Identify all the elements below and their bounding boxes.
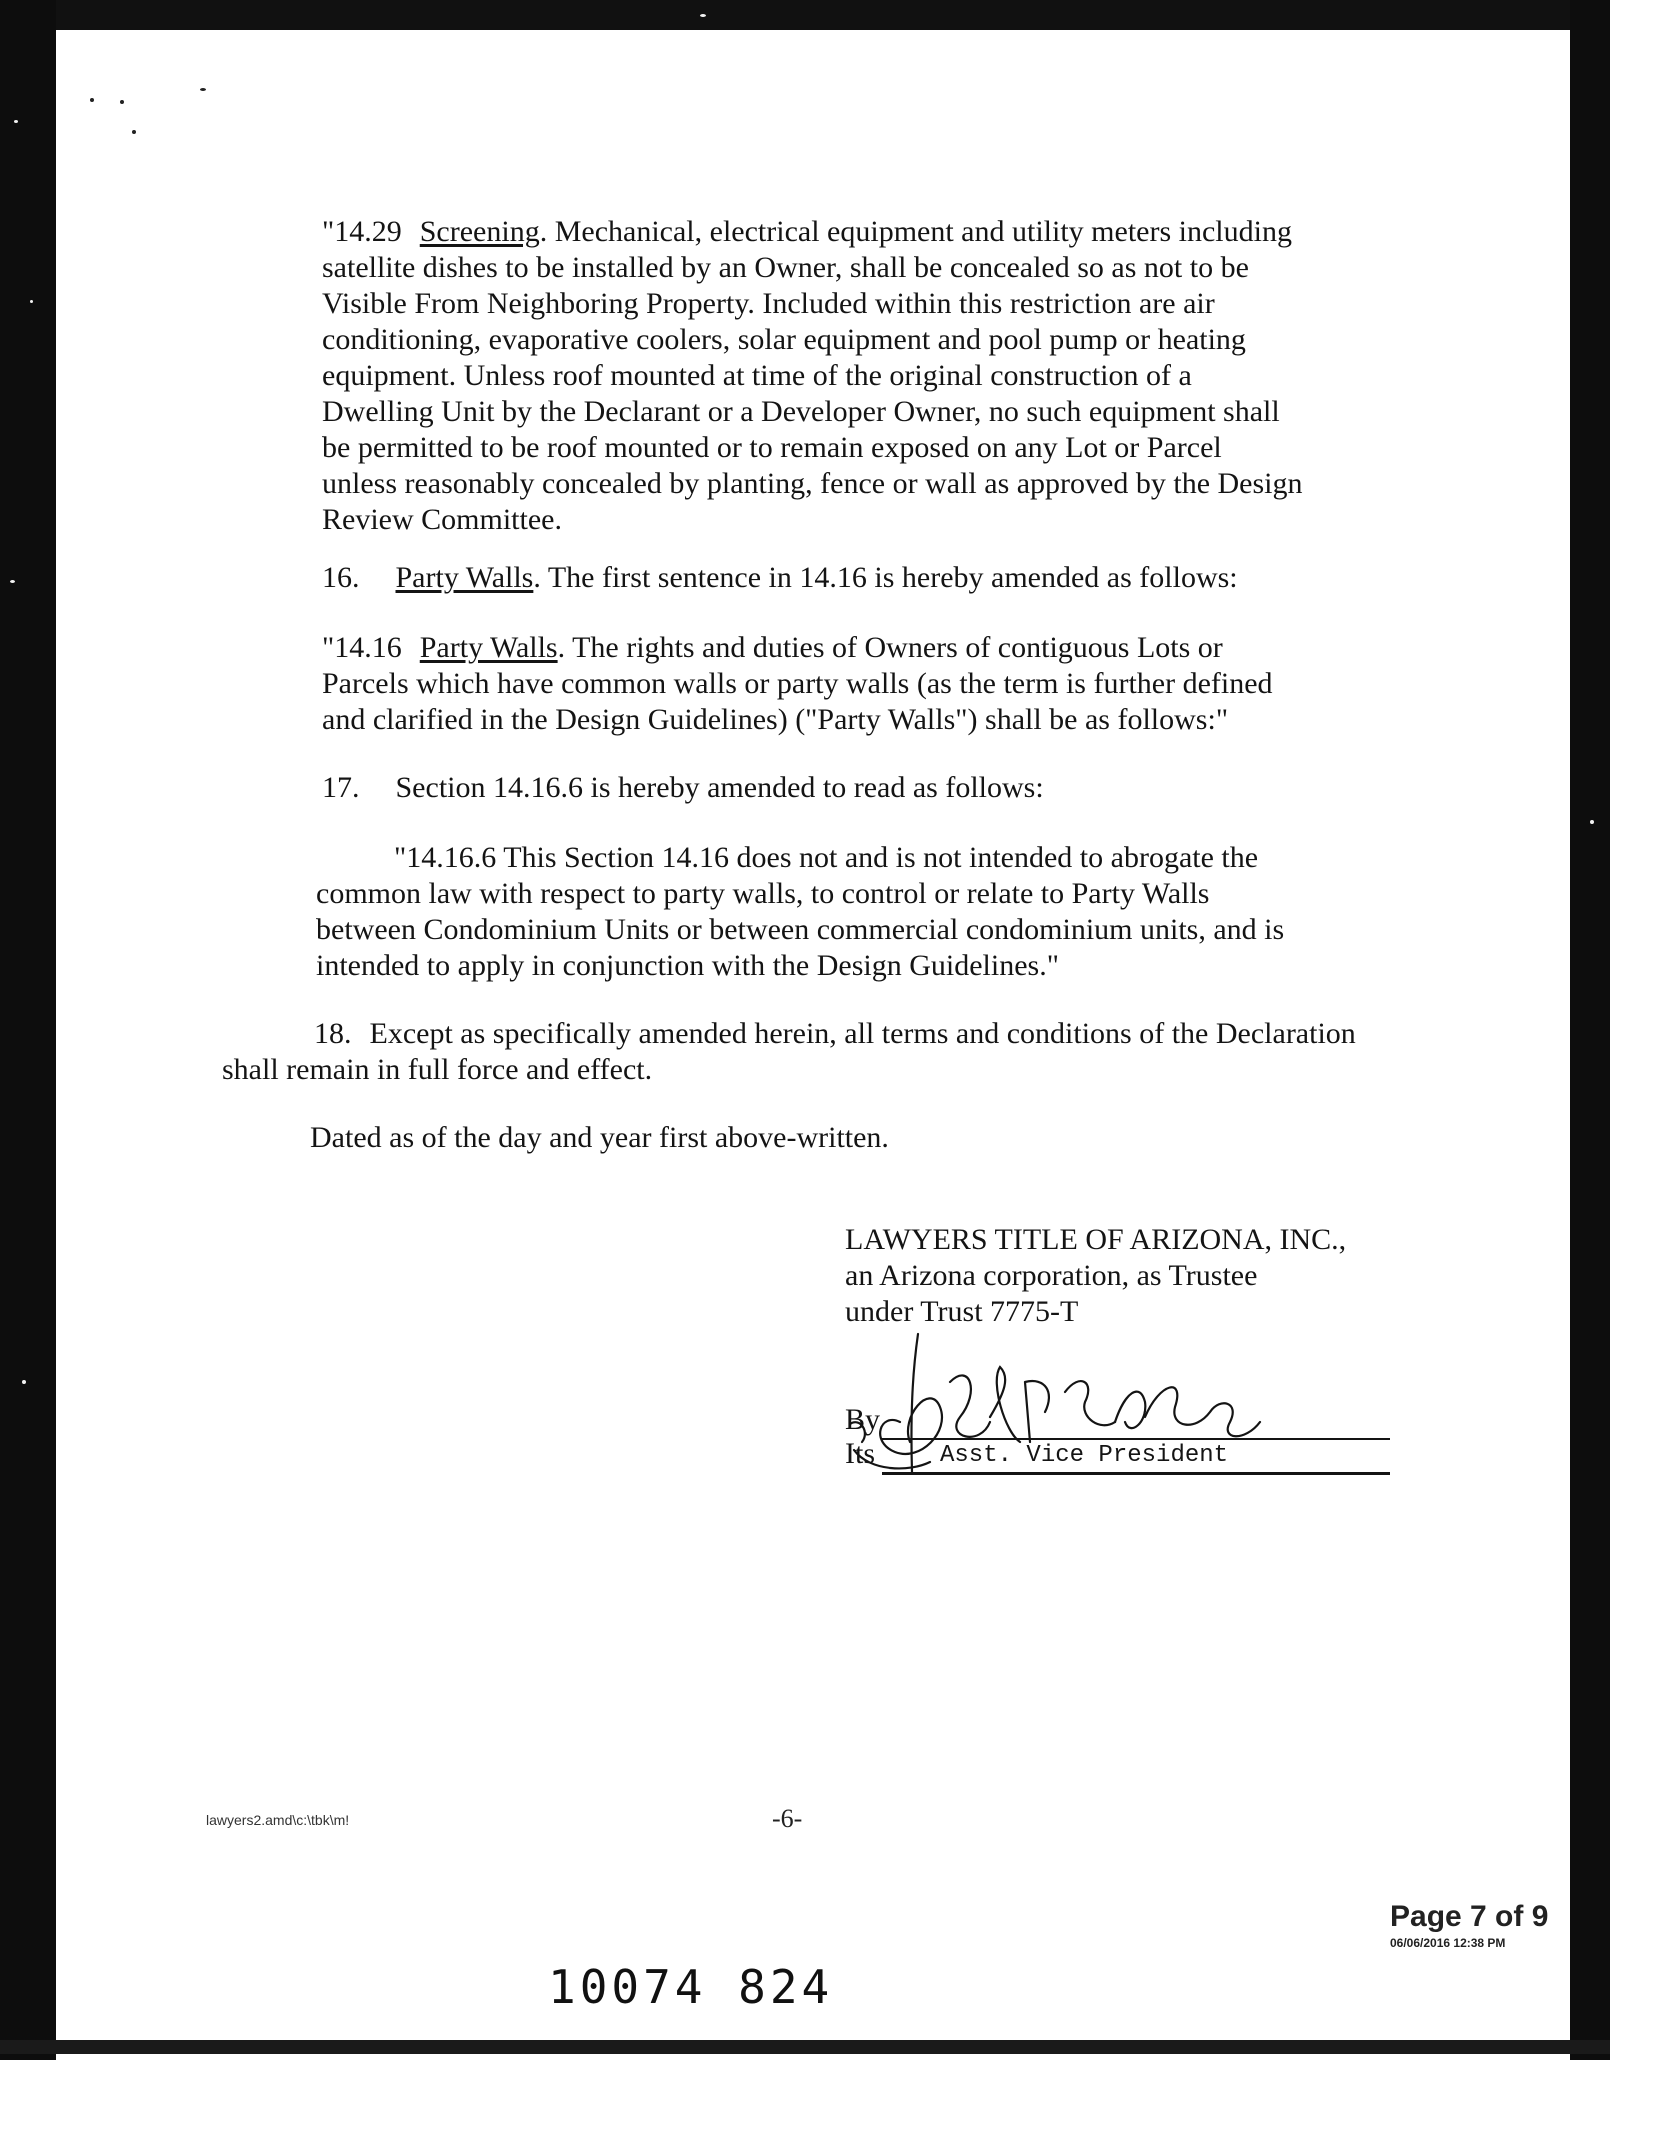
signature-block — [845, 1222, 1405, 1330]
scan-border-right — [1570, 0, 1610, 2060]
scan-speck — [120, 100, 124, 104]
section-14-16 — [322, 630, 1273, 738]
book-page-number: 10074 824 — [548, 1960, 834, 2014]
section-number: 17. — [322, 771, 360, 804]
scan-border-top — [0, 0, 1610, 30]
scan-speck — [90, 98, 94, 102]
section-text: Except as specifically amended herein, all terms and conditions of the Declaration — [369, 1017, 1356, 1050]
signer-entity-type: an Arizona corporation, as Trustee — [845, 1259, 1258, 1292]
scan-speck — [22, 1380, 26, 1384]
section-text: . The rights and duties of Owners of contiguous Lots or — [557, 631, 1223, 664]
scan-speck — [10, 580, 15, 583]
section-line: common law with respect to party walls, to control or relate to Party Walls — [316, 877, 1210, 910]
section-18 — [222, 1016, 1356, 1088]
page-number: -6- — [772, 1804, 803, 1833]
section-line: Dwelling Unit by the Declarant or a Developer Owner, no such equipment shall — [322, 395, 1280, 428]
section-line — [222, 1016, 1356, 1052]
section-heading: Screening — [419, 215, 540, 248]
scan-speck — [200, 88, 206, 91]
scan-speck — [1590, 820, 1594, 824]
section-line: Visible From Neighboring Property. Included within this restriction are air — [322, 287, 1215, 320]
signer-entity: LAWYERS TITLE OF ARIZONA, INC., — [845, 1223, 1347, 1256]
section-line: equipment. Unless roof mounted at time of the original construction of a — [322, 359, 1192, 392]
section-number: 16. — [322, 561, 360, 594]
section-number: 18. — [314, 1017, 352, 1050]
signature-by-label: By — [845, 1403, 881, 1436]
scan-speck — [30, 300, 33, 303]
section-17 — [322, 770, 1044, 806]
scan-speck — [14, 120, 18, 123]
section-line — [322, 630, 1273, 666]
section-line: conditioning, evaporative coolers, solar equipment and pool pump or heating — [322, 323, 1246, 356]
section-line: "14.16.6 This Section 14.16 does not and is not intended to abrogate the — [394, 841, 1259, 874]
file-reference: lawyers2.amd\c:\tbk\m! — [206, 1812, 350, 1828]
section-text: Section 14.16.6 is hereby amended to read as follows: — [395, 771, 1044, 804]
scan-border-bottom — [0, 2040, 1610, 2054]
section-line: Review Committee. — [322, 503, 562, 536]
section-line: satellite dishes to be installed by an Owner, shall be concealed so as not to be — [322, 251, 1249, 284]
section-text: . The first sentence in 14.16 is hereby amended as follows: — [533, 561, 1238, 594]
section-text: . Mechanical, electrical equipment and utility meters including — [539, 215, 1292, 248]
section-line: shall remain in full force and effect. — [222, 1053, 653, 1086]
scan-speck — [132, 130, 136, 134]
section-14-29 — [322, 214, 1303, 538]
dated-line: Dated as of the day and year first above-written. — [310, 1121, 889, 1154]
signer-trust: under Trust 7775-T — [845, 1295, 1079, 1328]
section-14-16-6 — [316, 840, 1284, 984]
section-line: and clarified in the Design Guidelines) ("Party Walls") shall be as follows:" — [322, 703, 1229, 736]
scan-speck — [700, 14, 706, 17]
section-number: "14.16 — [322, 631, 402, 664]
scan-border-left — [0, 0, 56, 2060]
section-16 — [322, 560, 1238, 596]
section-line: be permitted to be roof mounted or to remain exposed on any Lot or Parcel — [322, 431, 1222, 464]
section-heading: Party Walls — [419, 631, 558, 664]
section-line: unless reasonably concealed by planting, fence or wall as approved by the Design — [322, 467, 1303, 500]
signer-title: Asst. Vice President — [940, 1442, 1229, 1469]
section-heading: Party Walls — [395, 561, 534, 594]
section-line: Parcels which have common walls or party walls (as the term is further defined — [322, 667, 1273, 700]
recording-datetime: 06/06/2016 12:38 PM — [1390, 1936, 1506, 1950]
recording-page-count: Page 7 of 9 — [1390, 1900, 1549, 1933]
section-number: "14.29 — [322, 215, 402, 248]
signature-its-label: Its — [845, 1437, 875, 1470]
section-line — [322, 214, 1303, 250]
section-line: between Condominium Units or between commercial condominium units, and is — [316, 913, 1285, 946]
section-line: intended to apply in conjunction with the Design Guidelines." — [316, 949, 1059, 982]
title-rule — [882, 1472, 1390, 1475]
